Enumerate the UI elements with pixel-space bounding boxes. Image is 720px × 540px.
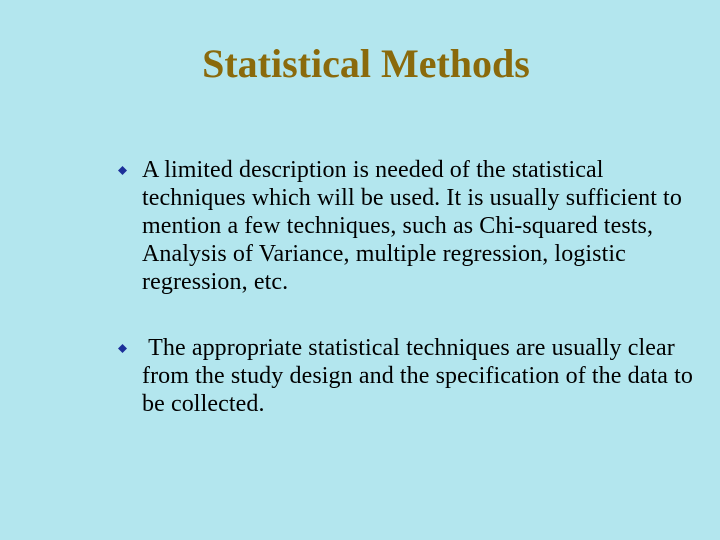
- bullet-text-1: A limited description is needed of the statistical techniques which will be used. It is usually sufficient to mention a few techniques, such as Chi-squared tests, Analysis of Variance, multiple regression, logistic regression, etc.: [142, 157, 682, 295]
- diamond-bullet-icon: [118, 166, 127, 175]
- diamond-bullet-icon: [118, 344, 127, 353]
- slide-title: Statistical Methods: [202, 41, 530, 86]
- bullet-item-1: [118, 156, 693, 296]
- bullet-text-2: The appropriate statistical techniques are usually clear from the study design and the specification of the data to be collected.: [142, 335, 693, 417]
- bullet-list: [118, 156, 693, 418]
- bullet-item-2: [118, 334, 693, 418]
